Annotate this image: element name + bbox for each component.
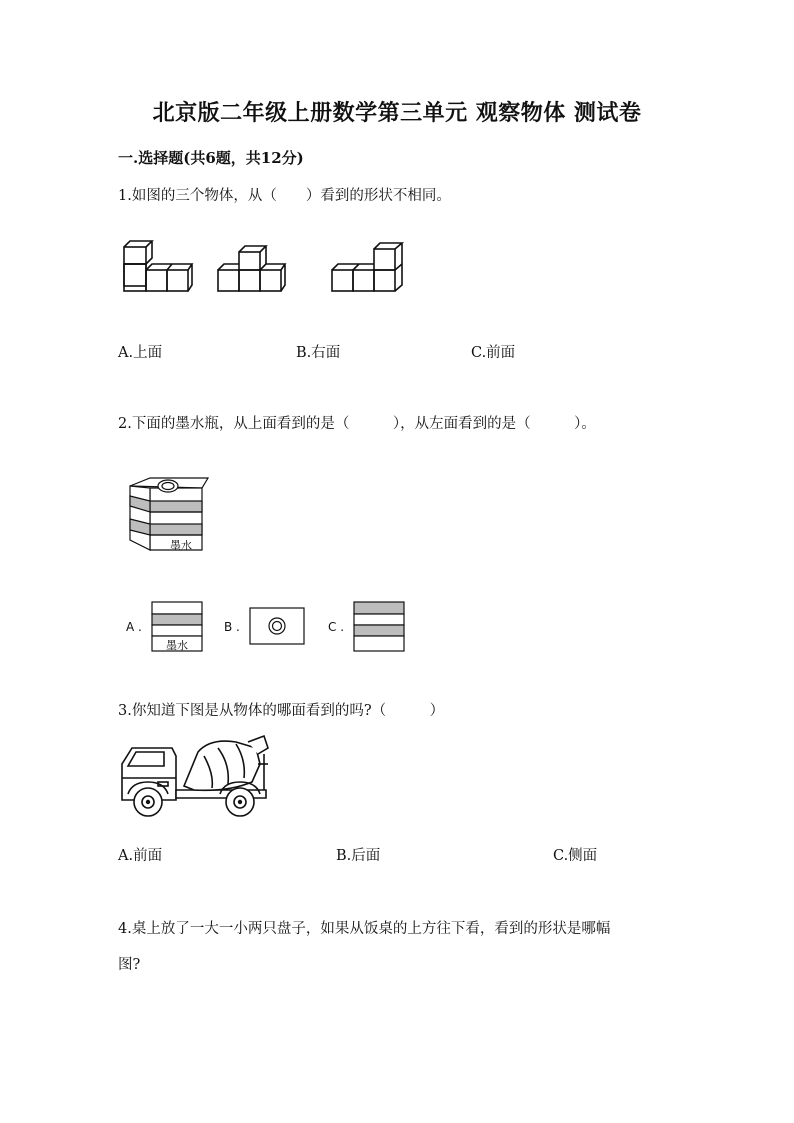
question-1-option-b[interactable]: B.右面: [296, 345, 341, 361]
question-1-text: 1.如图的三个物体，从（ ）看到的形状不相同。: [118, 188, 451, 204]
section-heading: 一.选择题(共6题，共12分): [118, 149, 304, 167]
question-1-option-c[interactable]: C.前面: [471, 345, 516, 361]
cube-figure-1: [124, 241, 192, 291]
cube-figure-2: [218, 246, 285, 291]
question-2-option-b-figure[interactable]: [250, 608, 306, 646]
question-2-option-a-label: 墨水: [166, 639, 188, 652]
question-1-cube-figures: [118, 238, 418, 298]
question-3-text: 3.你知道下图是从物体的哪面看到的吗?（ ）: [118, 703, 445, 719]
question-2-option-c-figure[interactable]: [354, 602, 404, 652]
page-title: 北京版二年级上册数学第三单元 观察物体 测试卷: [152, 100, 642, 126]
ink-bottle-label: 墨水: [170, 539, 192, 552]
question-2-option-b-letter[interactable]: B .: [224, 620, 240, 634]
question-3-option-a[interactable]: A.前面: [118, 848, 163, 864]
question-4-text-line-1: 4.桌上放了一大一小两只盘子，如果从饭桌的上方往下看，看到的形状是哪幅: [118, 921, 611, 937]
question-3-option-b[interactable]: B.后面: [336, 848, 381, 864]
cube-figure-3: [332, 243, 402, 291]
question-3-option-c[interactable]: C.侧面: [553, 848, 598, 864]
question-2-option-a-letter[interactable]: A .: [126, 620, 142, 634]
question-2-text: 2.下面的墨水瓶，从上面看到的是（ ），从左面看到的是（ ）。: [118, 416, 596, 432]
cement-truck-figure: [118, 734, 272, 824]
question-4-text-line-2: 图?: [118, 957, 141, 973]
question-1-option-a[interactable]: A.上面: [118, 345, 163, 361]
question-2-option-c-letter[interactable]: C .: [328, 620, 345, 634]
